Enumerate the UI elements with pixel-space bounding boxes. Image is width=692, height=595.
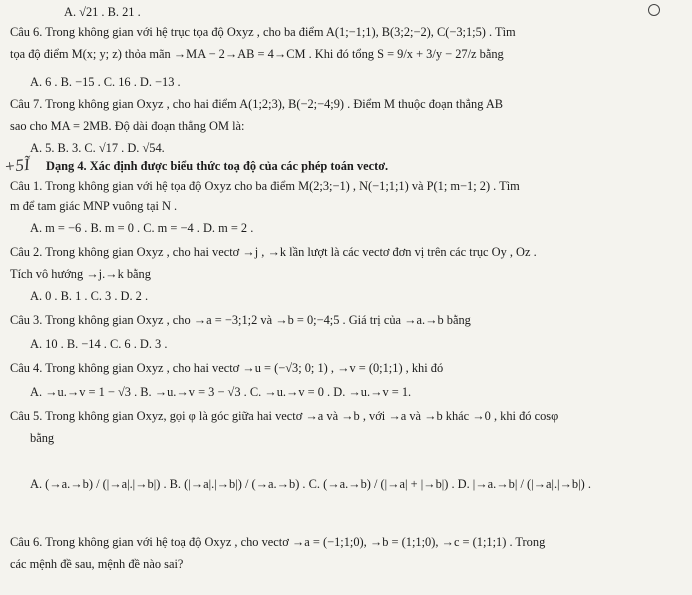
section-heading: Dạng 4. Xác định được biểu thức toạ độ của các phép toán vectơ. bbox=[46, 159, 389, 173]
line-23: các mệnh đề sau, mệnh đề nào sai? bbox=[10, 557, 184, 571]
line-13: Tích vô hướng →j.→k bằng bbox=[10, 267, 151, 281]
line-20: bằng bbox=[30, 431, 55, 445]
line-03: tọa độ điểm M(x; y; z) thỏa mãn →MA − 2→AB = 4→CM . Khi đó tổng S = 9/x + 3/y − 27/z bằng bbox=[10, 47, 504, 61]
line-16: A. 10 . B. −14 . C. 6 . D. 3 . bbox=[30, 337, 168, 351]
line-18: A. →u.→v = 1 − √3 . B. →u.→v = 3 − √3 . C. →u.→v = 0 . D. →u.→v = 1. bbox=[30, 385, 412, 399]
line-21: A. (→a.→b) / (|→a|.|→b|) . B. (|→a|.|→b|) / (→a.→b) . C. (→a.→b) / (|→a| + |→b|) . D. |→a.→b| / (|→a|.|→b|) . bbox=[30, 477, 591, 491]
line-07: A. 5. B. 3. C. √17 . D. √54. bbox=[30, 141, 165, 155]
line-11: A. m = −6 . B. m = 0 . C. m = −4 . D. m = 2 . bbox=[30, 221, 254, 235]
line-19: Câu 5. Trong không gian Oxyz, gọi φ là góc giữa hai vectơ →a và →b , với →a và →b khác →0 , khi đó cosφ bbox=[10, 409, 559, 423]
line-12: Câu 2. Trong không gian Oxyz , cho hai vectơ →j , →k lần lượt là các vectơ đơn vị trên các trục Oy , Oz . bbox=[10, 245, 537, 259]
handwritten-note: +5Ĩ bbox=[3, 154, 31, 177]
line-10: m để tam giác MNP vuông tại N . bbox=[10, 199, 178, 213]
line-06: sao cho MA = 2MB. Độ dài đoạn thẳng OM là: bbox=[10, 119, 245, 133]
line-17: Câu 4. Trong không gian Oxyz , cho hai vectơ →u = (−√3; 0; 1) , →v = (0;1;1) , khi đó bbox=[10, 361, 444, 375]
line-01: A. √21 . B. 21 . bbox=[64, 5, 141, 19]
line-15: Câu 3. Trong không gian Oxyz , cho →a = −3;1;2 và →b = 0;−4;5 . Giá trị của →a.→b bằng bbox=[10, 313, 471, 327]
line-02: Câu 6. Trong không gian với hệ trục tọa độ Oxyz , cho ba điểm A(1;−1;1), B(3;2;−2), C(−3;1;5) . Tìm bbox=[10, 25, 516, 39]
pen-circle-mark bbox=[648, 4, 660, 16]
line-22: Câu 6. Trong không gian với hệ toạ độ Oxyz , cho vectơ →a = (−1;1;0), →b = (1;1;0), →c = (1;1;1) . Trong bbox=[10, 535, 546, 549]
line-05: Câu 7. Trong không gian Oxyz , cho hai điểm A(1;2;3), B(−2;−4;9) . Điểm M thuộc đoạn thẳng AB bbox=[10, 97, 504, 111]
line-09: Câu 1. Trong không gian với hệ tọa độ Oxyz cho ba điểm M(2;3;−1) , N(−1;1;1) và P(1; m−1; 2) . Tìm bbox=[10, 179, 520, 193]
line-04: A. 6 . B. −15 . C. 16 . D. −13 . bbox=[30, 75, 181, 89]
line-14: A. 0 . B. 1 . C. 3 . D. 2 . bbox=[30, 289, 149, 303]
